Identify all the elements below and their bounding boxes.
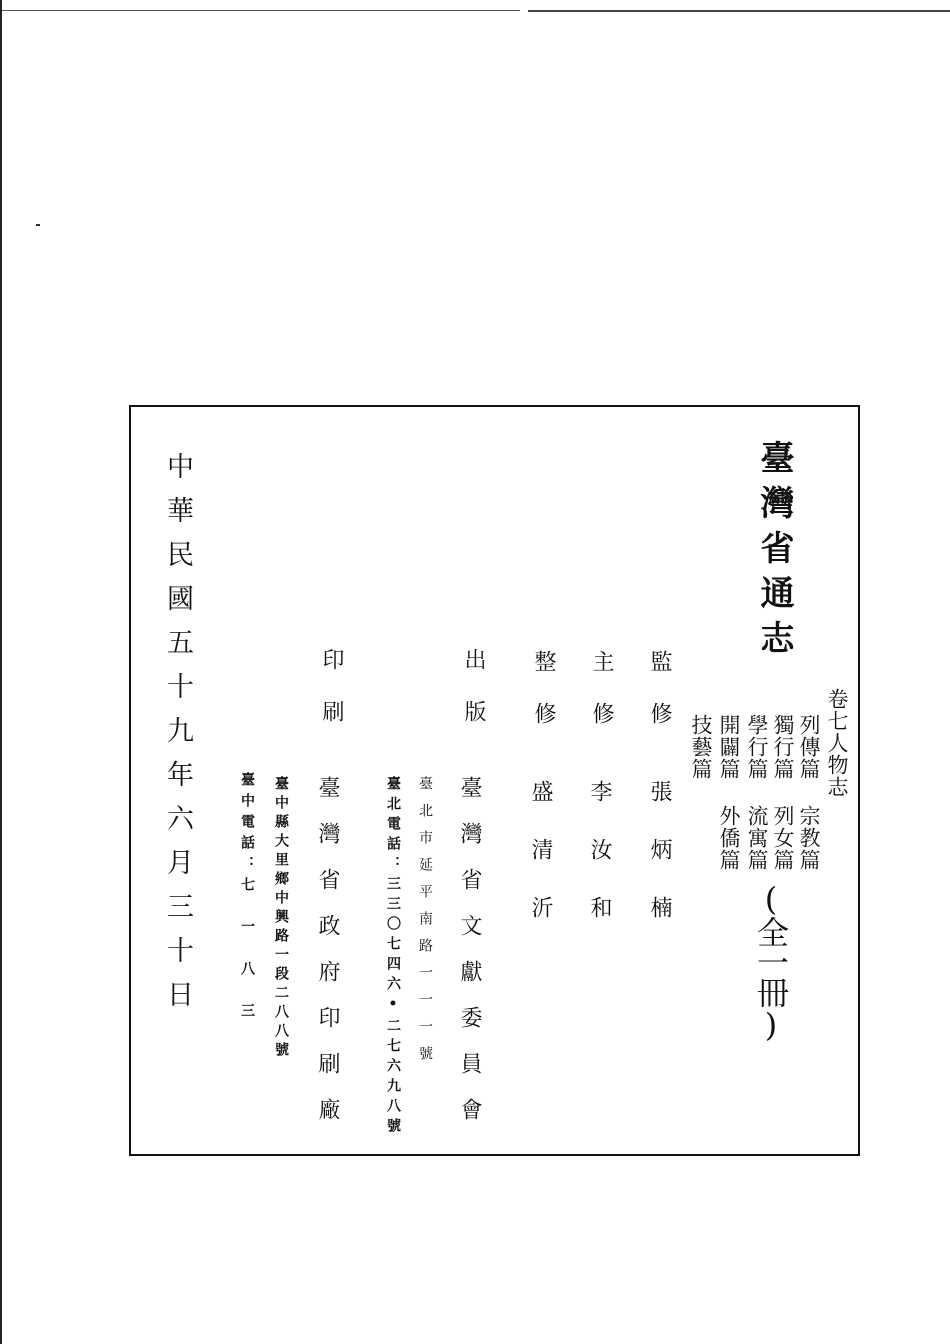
publisher-name: 臺灣省文獻委員會 bbox=[457, 776, 482, 1144]
section-list-1: 列傳篇 宗教篇 bbox=[797, 714, 821, 871]
supervisor-label: 監修 bbox=[647, 650, 672, 754]
printer-name: 臺灣省政府印刷廠 bbox=[315, 776, 340, 1144]
chief-editor-label: 主修 bbox=[589, 650, 614, 754]
printer-label: 印刷 bbox=[319, 648, 344, 752]
section-list-2: 獨行篇 列女篇 bbox=[771, 714, 795, 871]
section-list-4: 開闢篇 外僑篇 bbox=[717, 714, 741, 871]
book-title: 臺灣省通志 bbox=[754, 440, 794, 665]
scan-top-edge bbox=[2, 10, 520, 11]
scan-speck bbox=[36, 224, 40, 226]
supervisor-name: 張炳楠 bbox=[647, 780, 672, 954]
publisher-label: 出版 bbox=[461, 648, 486, 752]
publisher-phone: 臺北電話：三三〇七四六•二七六九八號 bbox=[385, 776, 401, 1138]
compiler-name: 盛清沂 bbox=[528, 780, 553, 954]
compiler-label: 整修 bbox=[531, 650, 556, 754]
chief-editor-name: 李汝和 bbox=[587, 780, 612, 954]
scan-left-edge bbox=[0, 0, 2, 1344]
section-list-3: 學行篇 流寓篇 bbox=[745, 714, 769, 871]
publisher-address: 臺北市延平南路一一一號 bbox=[417, 776, 433, 1073]
printer-phone: 臺中電話：七 一 八 三 bbox=[239, 772, 255, 1024]
publication-date: 中華民國五十九年六月三十日 bbox=[162, 452, 193, 1024]
volume-title: 卷七人物志 bbox=[825, 688, 849, 798]
section-list-5: 技藝篇 bbox=[689, 714, 713, 780]
volume-count: (全一冊) bbox=[752, 880, 790, 1042]
printer-address: 臺中縣大里鄉中興路一段二八八號 bbox=[273, 776, 289, 1061]
scan-top-edge bbox=[528, 10, 950, 12]
